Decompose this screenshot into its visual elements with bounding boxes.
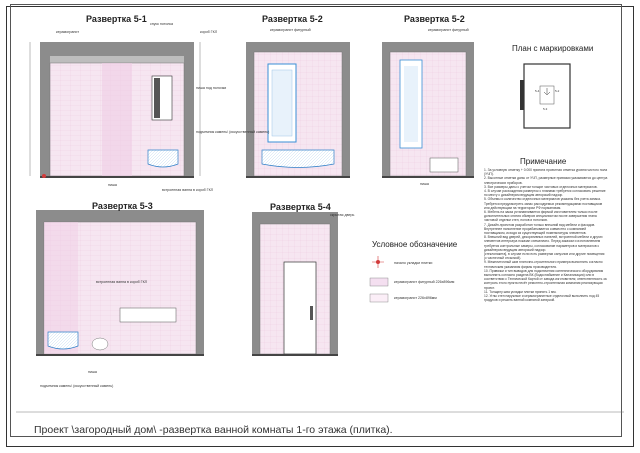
view-title-5-2a: Развертка 5-2 — [262, 14, 323, 24]
toilet — [92, 338, 108, 350]
note-item: 6. Мебель на заказ устанавливается фирмой изготовителем только после дополнительных снятия обмеров специалистом после завершения этапа чистовой отделки стен, полов и потолков. — [484, 210, 598, 223]
view-title-5-2b: Развертка 5-2 — [404, 14, 465, 24]
legend-symbols — [370, 256, 388, 302]
note-item: 9. Межплиточный шов плиточно-строительного примера выполнить согласно техническим указаниям фирмы производителя. — [484, 260, 603, 269]
label-tile-5-2b: керамогранит фигурный — [428, 28, 469, 32]
label-stone-5-1: подъемник камень\ (искусственный камень) — [196, 130, 270, 134]
wall-left — [40, 56, 50, 176]
base-line — [40, 176, 194, 178]
legend-item-start: начало укладки плитки — [394, 261, 433, 265]
note-item: 2. Высотные отметки даны от УЧП, размерные привязки указываются до центра электрических приборов. — [484, 176, 608, 185]
niche-shelf-dark — [154, 78, 160, 118]
bath — [48, 332, 78, 349]
label-bath-5-1: встроенная ванна в короб ГКЛ — [162, 188, 214, 192]
notes-title: Примечание — [520, 157, 567, 166]
label-tile-5-2a: керамогранит фигурный — [270, 28, 311, 32]
label-niche-5-1: ниша — [108, 183, 117, 187]
svg-text:5-3: 5-3 — [543, 107, 548, 111]
label-tile-5-1: керамогранит — [56, 30, 80, 34]
ceiling-drop — [50, 56, 184, 63]
note-item: 1. За условную отметку + 0.000 принята проектная отметка уровня чистого пола (УЧП). — [484, 168, 608, 177]
note-item: [стеклопакета], в случае если есть развертки санузлов или другие помещения (с частичный отсылкой). — [484, 252, 605, 261]
note-item: 4. В случае расхождения разверток с планами требуется согласовать решение по месту с дизайнером ведущим авторский надзор. — [484, 189, 606, 198]
elevation-5-2a — [246, 42, 350, 178]
wall-right — [184, 56, 194, 176]
start-marker — [42, 174, 46, 178]
note-item: 7. Дизайн-проектом разработан только внешний вид мебели и фасадов. Внутреннее наполнение прорабатывается совместно с компанией поставщиком, исходя из существующей номенклатуры элементов. — [484, 222, 596, 236]
label-hidden-door: скрытая дверь — [330, 213, 355, 217]
label-niche-5-3: ниша — [88, 370, 97, 374]
view-title-5-1: Развертка 5-1 — [86, 14, 147, 24]
note-item: 11. Толщину шва укладки плитки принять 1 мм. — [484, 289, 557, 294]
feature-tile-strip — [102, 63, 132, 176]
slab-top — [40, 42, 194, 56]
label-bath-5-3: встроенная ванна в короб ГКЛ — [96, 280, 148, 284]
note-item: 8. Внешний вид дверей, декоративных панелей, встроенной мебели и других элементов интерьера показан схематично. Перед заказом и изготовлением требуется контрольные замеры, согласование параметров и материалов с дизайнером ведущим авторский надзор. — [484, 235, 603, 252]
sheet-footer-title: Проект \загородный дом\ -развертка ванной комнаты 1-го этажа (плитка). — [34, 424, 393, 436]
legend-item-feature-tile: керамогранит фигурный 226х896мм — [394, 280, 455, 284]
label-niche-shelf: ниша под полочки — [196, 86, 227, 90]
plan-markings — [520, 64, 570, 128]
legend-title: Условное обозначение — [372, 240, 458, 249]
label-stone-5-3: подъемник камень\ (искусственный камень) — [40, 384, 114, 388]
view-title-5-3: Развертка 5-3 — [92, 201, 153, 211]
note-item: 5. Объемы и количество отделочных материалов указаны без учета запаса. Требуется предусмотреть запас расходуемых рекомендациями поставщиков или действующим на территории РФ нормативам. — [484, 197, 603, 210]
bath — [262, 150, 334, 168]
niche — [430, 158, 458, 172]
notes-list — [484, 168, 608, 303]
svg-text:5-4: 5-4 — [535, 89, 540, 93]
note-item: 10. Привязки и тип выводов для подключения сантехнического оборудования выполнить согласно раздела ВК (Водоснабжение и Канализация) или в соответствии с Технической Картой от завода изготовителя; ответственность за контроль этого пункта несёт ремонтно-строительная компания реализующая проект. — [484, 268, 607, 290]
elevation-5-1 — [30, 42, 200, 178]
legend-item-tile: керамогранит 226х896мм — [394, 296, 437, 300]
note-item: 3. Все размеры даны с учетом толщин чистовых отделочных материалов. — [484, 184, 598, 189]
view-title-5-4: Развертка 5-4 — [270, 202, 331, 212]
plan-title: План с маркировками — [512, 44, 594, 53]
elevation-5-2b — [382, 42, 474, 178]
label-ceiling-drop: спуск потолка — [150, 22, 174, 26]
elevation-5-4 — [252, 212, 338, 356]
svg-text:5-2: 5-2 — [555, 89, 560, 93]
label-niche-5-2b: ниша — [420, 182, 429, 186]
note-item: 12. Углы стен наружные и керамогранитные отделочный выполнить под 45 градусов и решить ванной комнатой затиркой. — [484, 294, 600, 303]
bath — [148, 150, 178, 167]
label-box: короб ГКЛ — [200, 30, 218, 34]
